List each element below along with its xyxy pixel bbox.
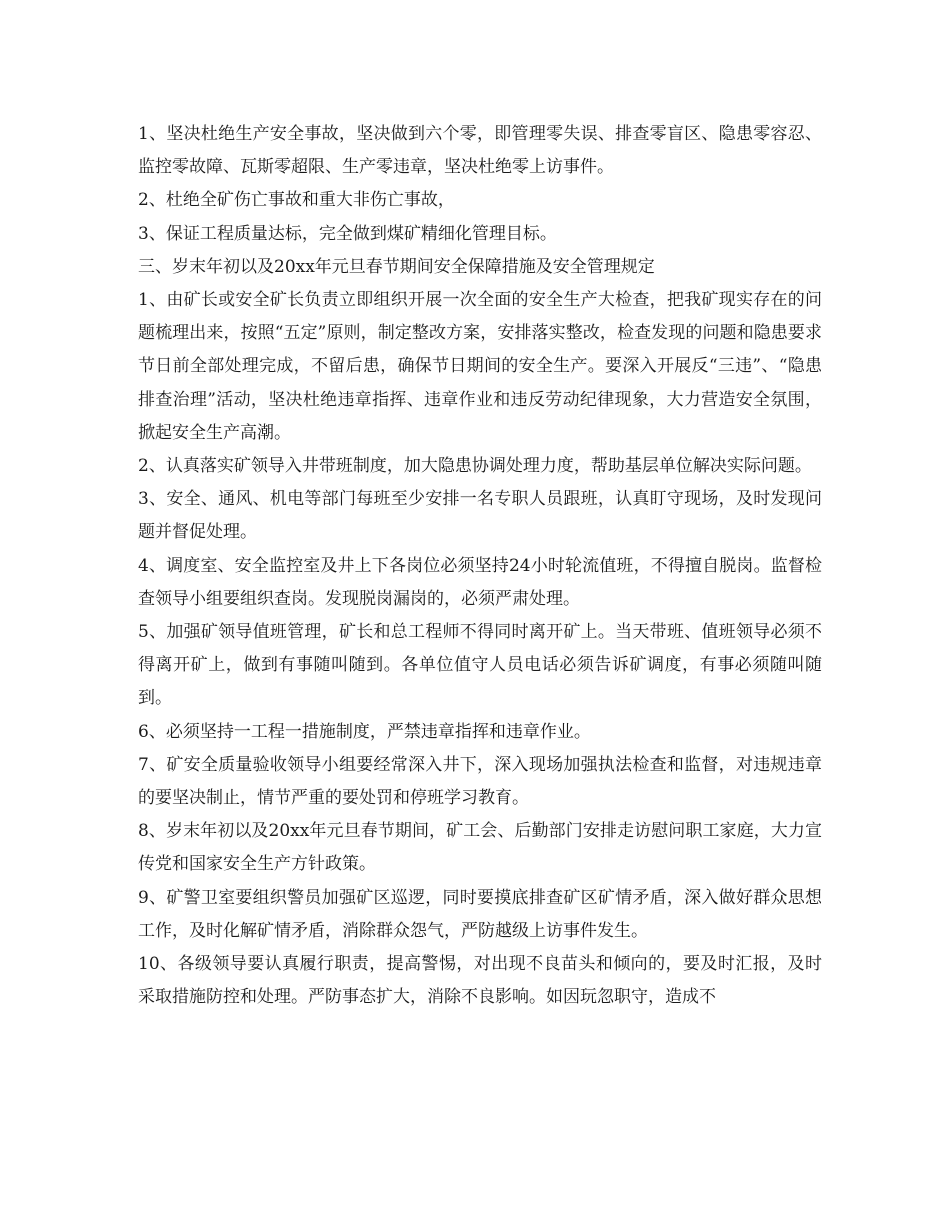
paragraph-measure-5: 5、加强矿领导值班管理，矿长和总工程师不得同时离开矿上。当天带班、值班领导必须不得离开矿上，做到有事随叫随到。各单位值守人员电话必须告诉矿调度，有事必须随叫随到。 [138, 622, 822, 709]
section-heading-3: 三、岁末年初以及20xx年元旦春节期间安全保障措施及安全管理规定 [138, 256, 655, 277]
paragraph-measure-10: 10、各级领导要认真履行职责，提高警惕，对出现不良苗头和倾向的，要及时汇报，及时采取措施防控和处理。严防事态扩大，消除不良影响。如因玩忽职守，造成不 [138, 954, 822, 1008]
paragraph-measure-6: 6、必须坚持一工程一措施制度，严禁违章指挥和违章作业。 [138, 721, 591, 742]
document-body [138, 118, 822, 1014]
paragraph-measure-8: 8、岁末年初以及20xx年元旦春节期间，矿工会、后勤部门安排走访慰问职工家庭，大力宣传党和国家安全生产方针政策。 [138, 821, 822, 875]
paragraph-goal-1: 1、坚决杜绝生产安全事故，坚决做到六个零，即管理零失误、排查零盲区、隐患零容忍、监控零故障、瓦斯零超限、生产零违章，坚决杜绝零上访事件。 [138, 124, 822, 178]
paragraph-measure-9: 9、矿警卫室要组织警员加强矿区巡逻，同时要摸底排查矿区矿情矛盾，深入做好群众思想工作，及时化解矿情矛盾，消除群众怨气，严防越级上访事件发生。 [138, 887, 822, 941]
paragraph-measure-3: 3、安全、通风、机电等部门每班至少安排一名专职人员跟班，认真盯守现场，及时发现问题并督促处理。 [138, 489, 822, 543]
paragraph-measure-2: 2、认真落实矿领导入井带班制度，加大隐患协调处理力度，帮助基层单位解决实际问题。 [138, 456, 812, 477]
paragraph-measure-7: 7、矿安全质量验收领导小组要经常深入井下，深入现场加强执法检查和监督，对违规违章的要坚决制止，情节严重的要处罚和停班学习教育。 [138, 754, 822, 809]
paragraph-goal-2: 2、杜绝全矿伤亡事故和重大非伤亡事故， [138, 190, 455, 211]
paragraph-measure-4: 4、调度室、安全监控室及井上下各岗位必须坚持24小时轮流值班，不得擅自脱岗。监督检查领导小组要组织查岗。发现脱岗漏岗的，必须严肃处理。 [138, 555, 822, 609]
paragraph-goal-3: 3、保证工程质量达标，完全做到煤矿精细化管理目标。 [138, 223, 557, 244]
paragraph-measure-1: 1、由矿长或安全矿长负责立即组织开展一次全面的安全生产大检查，把我矿现实存在的问题梳理出来，按照“五定”原则，制定整改方案，安排落实整改，检查发现的问题和隐患要求节日前全部处理完成，不留后患，确保节日期间的安全生产。要深入开展反“三违”、“隐患排查治理”活动，坚决杜绝违章指挥、违章作业和违反劳动纪律现象，大力营造安全氛围，掀起安全生产高潮。 [138, 290, 822, 443]
